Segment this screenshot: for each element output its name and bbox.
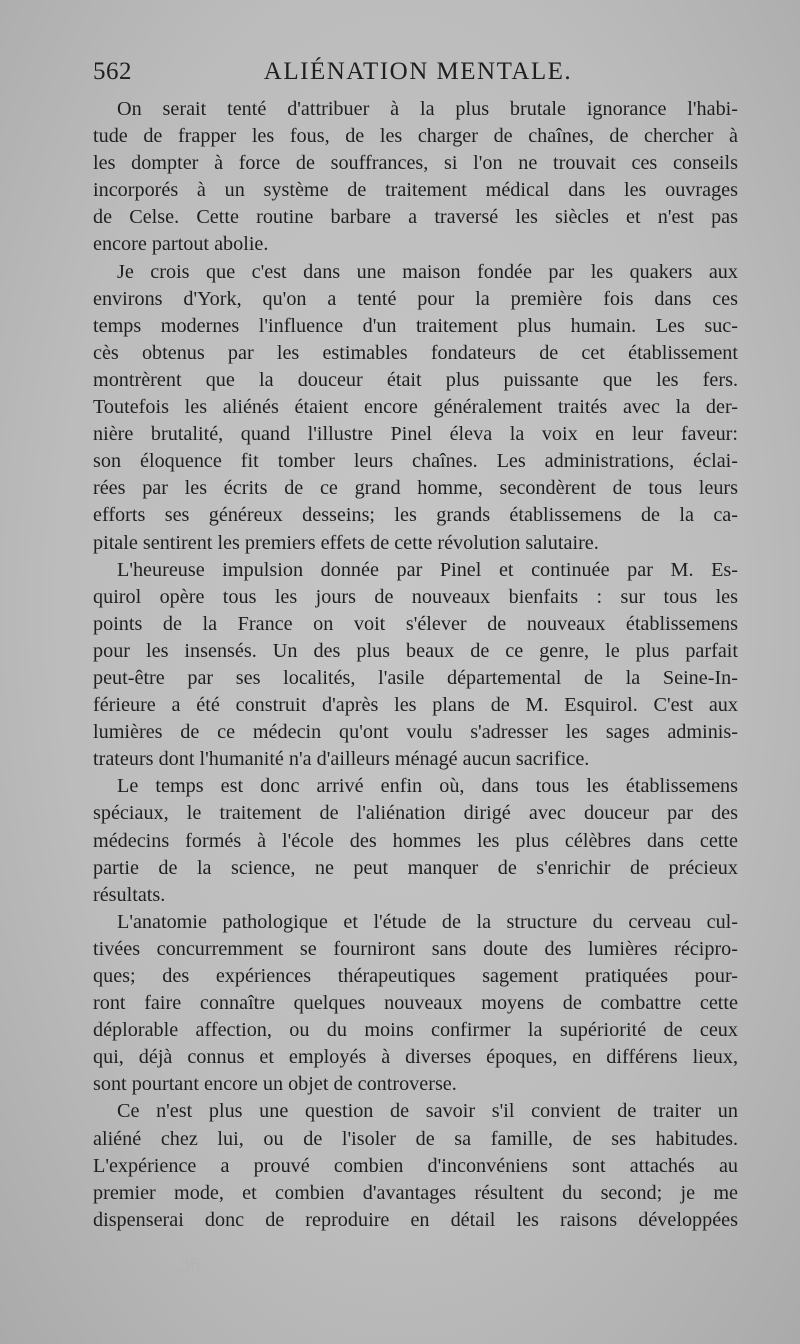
text-line: L'expérience a prouvé combien d'inconvéniens sont attachés au (93, 1154, 738, 1177)
text-line: pour les insensés. Un des plus beaux de ce genre, le plus parfait (93, 639, 738, 662)
text-line: tude de frapper les fous, de les charger de chaînes, de chercher à (93, 125, 738, 148)
signature-mark: 36 (180, 1254, 200, 1276)
text-line: incorporés à un système de traitement médical dans les ouvrages (93, 179, 738, 202)
text-line: Le temps est donc arrivé enfin où, dans tous les établissemens (117, 775, 738, 798)
text-line: déplorable affection, ou du moins confirmer la supériorité de ceux (93, 1019, 738, 1042)
text-line: sont pourtant encore un objet de controverse. (93, 1073, 457, 1096)
text-line: les dompter à force de souffrances, si l'on ne trouvait ces conseils (93, 152, 738, 175)
text-line: cès obtenus par les estimables fondateurs de cet établissement (93, 341, 738, 364)
text-line: trateurs dont l'humanité n'a d'ailleurs ménagé aucun sacrifice. (93, 748, 590, 771)
text-line: tivées concurremment se fourniront sans doute des lumières récipro- (93, 937, 738, 960)
text-line: points de la France on voit s'élever de nouveaux établissemens (93, 612, 738, 635)
text-line: médecins formés à l'école des hommes les plus célèbres dans cette (93, 829, 738, 852)
text-line: environs d'York, qu'on a tenté pour la première fois dans ces (93, 287, 738, 310)
page-header (93, 58, 738, 92)
text-line: peut-être par ses localités, l'asile départemental de la Seine-In- (93, 666, 738, 689)
text-line: férieure a été construit d'après les plans de M. Esquirol. C'est aux (93, 694, 738, 717)
text-line: montrèrent que la douceur était plus puissante que les fers. (93, 368, 738, 391)
text-line: pitale sentirent les premiers effets de cette révolution salutaire. (93, 531, 599, 554)
text-line: L'heureuse impulsion donnée par Pinel et continuée par M. Es- (117, 558, 738, 581)
text-line: aliéné chez lui, ou de l'isoler de sa famille, de ses habitudes. (93, 1127, 738, 1150)
text-line: temps modernes l'influence d'un traitement plus humain. Les suc- (93, 314, 738, 337)
text-line: nière brutalité, quand l'illustre Pinel éleva la voix en leur faveur: (93, 423, 738, 446)
text-line: ques; des expériences thérapeutiques sagement pratiquées pour- (93, 965, 738, 987)
text-line: Toutefois les aliénés étaient encore généralement traités avec la der- (93, 396, 738, 419)
text-line: de Celse. Cette routine barbare a traversé les siècles et n'est pas (93, 206, 738, 229)
text-line: Ce n'est plus une question de savoir s'il convient de traiter un (117, 1100, 738, 1123)
text-line: quirol opère tous les jours de nouveaux bienfaits : sur tous les (93, 585, 738, 608)
text-line: efforts ses généreux desseins; les grands établissemens de la ca- (93, 504, 738, 527)
text-line: encore partout abolie. (93, 233, 269, 256)
text-line: Je crois que c'est dans une maison fondée par les quakers aux (117, 260, 738, 283)
text-line: On serait tenté d'attribuer à la plus brutale ignorance l'habi- (117, 98, 738, 120)
body-text (93, 96, 738, 1234)
text-line: résultats. (93, 883, 166, 906)
text-line: dispenserai donc de reproduire en détail les raisons développées (93, 1208, 738, 1231)
text-line: partie de la science, ne peut manquer de s'enrichir de précieux (93, 856, 738, 879)
text-line: L'anatomie pathologique et l'étude de la structure du cerveau cul- (117, 910, 738, 933)
text-line: rées par les écrits de ce grand homme, secondèrent de tous leurs (93, 477, 738, 500)
page-number: 562 (93, 58, 132, 85)
text-line: ront faire connaître quelques nouveaux moyens de combattre cette (93, 992, 738, 1015)
text-line: premier mode, et combien d'avantages résultent du second; je me (93, 1181, 738, 1204)
text-line: lumières de ce médecin qu'ont voulu s'adresser les sages adminis- (93, 721, 738, 744)
text-line: son éloquence fit tomber leurs chaînes. Les administrations, éclai- (93, 450, 738, 473)
running-title: ALIÉNATION MENTALE. (263, 58, 573, 85)
text-line: spéciaux, le traitement de l'aliénation dirigé avec douceur par des (93, 802, 738, 825)
text-line: qui, déjà connus et employés à diverses époques, en différens lieux, (93, 1046, 738, 1069)
